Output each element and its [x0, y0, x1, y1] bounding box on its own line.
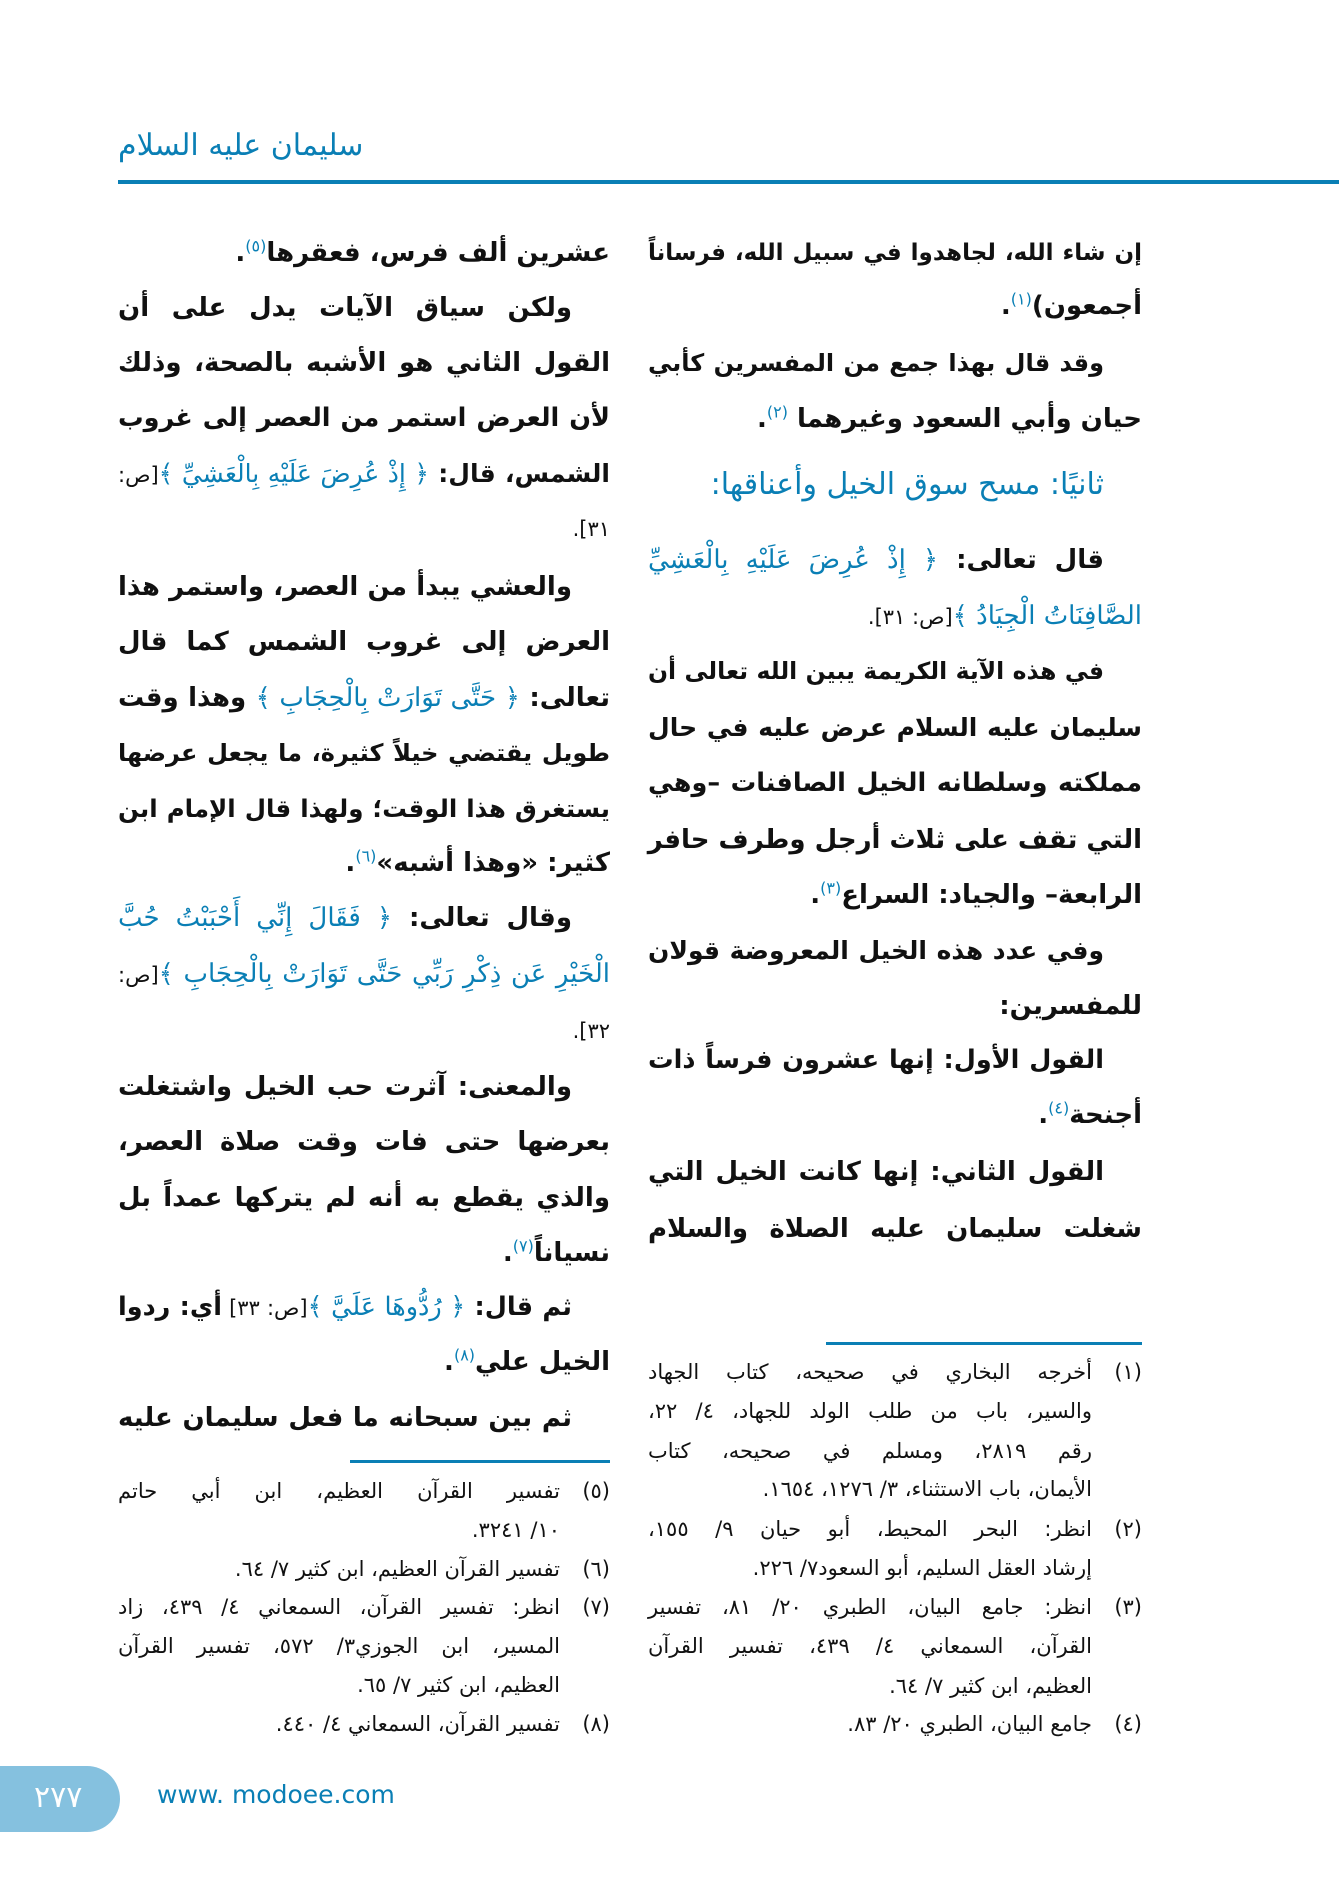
- footnote-marker[interactable]: (٦): [355, 846, 377, 866]
- footnote-text: أخرجه البخاري في صحيحه، كتاب الجهاد: [648, 1360, 1092, 1384]
- body-text: .: [1000, 291, 1011, 321]
- verse-reference: [ص: ٣١].: [867, 605, 953, 629]
- footnote-marker[interactable]: (٢): [766, 402, 788, 422]
- website-url: www. modoee.com: [157, 1780, 395, 1809]
- text-line: [118, 1228, 610, 1278]
- body-text: أي: ردوا: [118, 1292, 222, 1322]
- footnote-text: الأيمان، باب الاستثناء، ٣/ ١٢٧٦، ١٦٥٤.: [762, 1477, 1092, 1501]
- text-line: [118, 1117, 610, 1167]
- footnote-line: [118, 1512, 610, 1548]
- footnote-marker[interactable]: (٥): [245, 236, 267, 256]
- body-text: شغلت سليمان عليه الصلاة والسلام: [648, 1214, 1142, 1244]
- body-text: طويل يقتضي خيلاً كثيرة، ما يجعل عرضها: [118, 739, 610, 767]
- text-line: [118, 728, 610, 778]
- text-line: [648, 338, 1142, 388]
- footnote-line: [118, 1473, 610, 1509]
- body-text: يستغرق هذا الوقت؛ ولهذا قال الإمام ابن: [118, 794, 610, 823]
- quran-verse: ﴿ حَتَّى تَوَارَتْ بِالْحِجَابِ ﴾: [255, 683, 520, 713]
- quran-verse: ﴿ رُدُّوهَا عَلَيَّ ﴾: [307, 1292, 466, 1322]
- footnote-text: جامع البيان، الطبري ٢٠/ ٨٣.: [847, 1712, 1092, 1736]
- body-text: أجنحة: [1069, 1100, 1142, 1130]
- footnote-marker[interactable]: (٨): [453, 1345, 476, 1365]
- body-text: نسياناً: [533, 1238, 610, 1268]
- footnote-marker[interactable]: (٤): [1048, 1098, 1070, 1118]
- text-line: [648, 926, 1142, 976]
- body-text: القول الثاني هو الأشبه بالصحة، وذلك: [118, 348, 610, 378]
- body-text: والعشي يبدأ من العصر، واستمر هذا: [118, 572, 572, 602]
- footnote-text: رقم ٢٨١٩، ومسلم في صحيحه، كتاب: [648, 1439, 1092, 1463]
- footnote-text: العظيم، ابن كثير ٧/ ٦٤.: [889, 1674, 1092, 1698]
- body-text: القول الأول: إنها عشرون فرساً ذات: [648, 1045, 1104, 1075]
- verse-reference: [ص:: [118, 463, 159, 487]
- footnote-number: (٧): [582, 1595, 610, 1619]
- body-text: سليمان عليه السلام عرض عليه في حال: [648, 713, 1142, 742]
- footnote-marker[interactable]: (١): [1010, 289, 1032, 309]
- footnote-number: (٨): [582, 1712, 610, 1736]
- footnote-text: تفسير القرآن العظيم، ابن أبي حاتم: [118, 1479, 560, 1503]
- body-text: القول الثاني: إنها كانت الخيل التي: [648, 1157, 1104, 1187]
- text-line: [648, 703, 1142, 753]
- text-line: [118, 228, 610, 278]
- footnote-line: [118, 1589, 610, 1625]
- text-line: [648, 281, 1142, 331]
- quran-verse: الْخَيْرِ عَن ذِكْرِ رَبِّي حَتَّى تَوَارَتْ بِالْحِجَابِ ﴾: [158, 959, 610, 989]
- body-text: .: [345, 848, 356, 878]
- text-line: [648, 591, 1142, 641]
- text-line: [648, 981, 1142, 1031]
- text-line: [118, 503, 610, 553]
- text-line: [118, 1337, 610, 1387]
- footnote-line: [648, 1668, 1142, 1704]
- header-rule: [118, 180, 1339, 184]
- footnote-marker[interactable]: (٣): [820, 878, 842, 898]
- quran-verse: ﴿ إِذْ عُرِضَ عَلَيْهِ بِالْعَشِيِّ ﴾: [158, 459, 430, 488]
- footnote-line: [118, 1706, 610, 1742]
- footnote-line: [648, 1550, 1142, 1586]
- body-text: وقال تعالى:: [392, 903, 572, 933]
- quran-verse: ﴿ فَقَالَ إِنِّي أَحْبَبْتُ حُبَّ: [118, 903, 393, 933]
- footnote-line: [118, 1667, 610, 1703]
- text-line: [648, 870, 1142, 920]
- footnote-text: العظيم، ابن كثير ٧/ ٦٥.: [357, 1673, 560, 1697]
- body-text: في هذه الآية الكريمة يبين الله تعالى أن: [648, 657, 1104, 685]
- body-text: والذي يقطع به أنه لم يتركها عمداً بل: [118, 1183, 610, 1213]
- body-text: حيان وأبي السعود وغيرهما: [787, 404, 1142, 434]
- footnote-number: (٤): [1114, 1712, 1142, 1736]
- body-text: وهذا وقت: [118, 683, 256, 713]
- footnote-number: (٦): [582, 1557, 610, 1581]
- footnote-text: القرآن، السمعاني ٤/ ٤٣٩، تفسير القرآن: [648, 1634, 1092, 1658]
- body-text: الرابعة– والجياد: السراع: [841, 880, 1142, 910]
- footnote-line: [118, 1628, 610, 1664]
- footnote-number: (٢): [1114, 1517, 1142, 1541]
- text-line: [118, 449, 610, 499]
- footnote-line: [648, 1433, 1142, 1469]
- footnote-text: تفسير القرآن العظيم، ابن كثير ٧/ ٦٤.: [234, 1557, 560, 1581]
- body-text: لأن العرض استمر من العصر إلى غروب: [118, 403, 610, 433]
- text-line: [648, 758, 1142, 808]
- text-line: [118, 338, 610, 388]
- body-text: ثانيًا: مسح سوق الخيل وأعناقها:: [710, 467, 1104, 502]
- body-text: قال تعالى:: [938, 545, 1104, 575]
- footnote-number: (٣): [1114, 1595, 1142, 1619]
- verse-reference: ٣١].: [572, 517, 610, 541]
- body-text: والمعنى: آثرت حب الخيل واشتغلت: [118, 1072, 572, 1102]
- body-text: بعرضها حتى فات وقت صلاة العصر،: [118, 1127, 610, 1157]
- footnote-text: والسير، باب من طلب الولد للجهاد، ٤/ ٢٢،: [648, 1399, 1092, 1423]
- body-text: إن شاء الله، لجاهدوا في سبيل الله، فرساناً: [648, 240, 1142, 266]
- footnote-line: [648, 1628, 1142, 1664]
- verse-reference: ٣٢].: [572, 1019, 610, 1043]
- text-line: [118, 949, 610, 999]
- body-text: الشمس، قال:: [429, 459, 610, 488]
- body-text: للمفسرين:: [999, 991, 1142, 1021]
- footnote-rule-right: [826, 1342, 1142, 1345]
- page-number-badge: [0, 1766, 120, 1832]
- footnote-line: [648, 1393, 1142, 1429]
- text-line: [648, 1035, 1142, 1085]
- verse-reference: [ص: ٣٣]: [221, 1296, 308, 1320]
- body-text: .: [235, 238, 246, 268]
- body-text: أجمعون): [1031, 291, 1142, 321]
- footnote-text: انظر: البحر المحيط، أبو حيان ٩/ ١٥٥،: [648, 1517, 1092, 1541]
- body-text: عشرين ألف فرس، فعقرها: [266, 238, 610, 268]
- body-text: مملكته وسلطانه الخيل الصافنات –وهي: [648, 768, 1142, 798]
- body-text: وفي عدد هذه الخيل المعروضة قولان: [648, 936, 1104, 965]
- quran-verse: ﴿ إِذْ عُرِضَ عَلَيْهِ بِالْعَشِيِّ: [648, 545, 939, 575]
- footnote-line: [648, 1589, 1142, 1625]
- footnote-text: انظر: تفسير القرآن، السمعاني ٤/ ٤٣٩، زاد: [118, 1595, 561, 1619]
- body-text: كثير: «وهذا أشبه»: [376, 848, 610, 878]
- text-line: [648, 815, 1142, 865]
- text-line: [118, 283, 610, 333]
- text-line: [118, 1005, 610, 1055]
- body-text: الخيل علي: [475, 1347, 610, 1377]
- footnote-number: (١): [1114, 1360, 1142, 1384]
- body-text: التي تقف على ثلاث أرجل وطرف حافر: [647, 825, 1142, 855]
- footnote-line: [648, 1354, 1142, 1390]
- text-line: [118, 1173, 610, 1223]
- page-number: ٢٧٧: [34, 1780, 83, 1815]
- footnote-text: ١٠/ ٣٢٤١.: [471, 1518, 560, 1542]
- footnote-number: (٥): [582, 1479, 610, 1503]
- body-text: تعالى:: [519, 683, 610, 713]
- text-line: [118, 838, 610, 888]
- footnote-text: انظر: جامع البيان، الطبري ٢٠/ ٨١، تفسير: [648, 1595, 1092, 1619]
- verse-reference: [ص:: [118, 963, 159, 987]
- body-text: ثم قال:: [465, 1292, 572, 1322]
- text-line: [648, 535, 1142, 585]
- text-line: [648, 1204, 1142, 1254]
- footnote-text: تفسير القرآن، السمعاني ٤/ ٤٤٠.: [275, 1712, 560, 1736]
- text-line: [118, 1062, 610, 1112]
- body-text: ثم بين سبحانه ما فعل سليمان عليه: [118, 1403, 572, 1433]
- quran-verse: الصَّافِنَاتُ الْجِيَادُ ﴾: [952, 601, 1142, 631]
- text-line: [118, 1393, 610, 1443]
- text-line: [118, 617, 610, 667]
- text-line: [648, 1147, 1142, 1197]
- footnote-line: [648, 1511, 1142, 1547]
- text-line: [118, 784, 610, 834]
- body-text: .: [756, 404, 767, 434]
- body-text: .: [1038, 1100, 1049, 1130]
- text-line: [118, 673, 610, 723]
- text-line: [118, 1282, 610, 1332]
- running-header-title: سليمان عليه السلام: [118, 128, 364, 163]
- text-line: [118, 562, 610, 612]
- text-line: [118, 893, 610, 943]
- body-text: .: [810, 880, 821, 910]
- footnote-text: إرشاد العقل السليم، أبو السعود٧/ ٢٢٦.: [752, 1556, 1092, 1580]
- body-text: ولكن سياق الآيات يدل على أن: [118, 293, 572, 323]
- footnote-line: [648, 1471, 1142, 1507]
- body-text: .: [502, 1238, 513, 1268]
- text-line: [648, 1090, 1142, 1140]
- text-line: [648, 646, 1142, 696]
- section-heading: [648, 460, 1142, 510]
- text-line: [118, 393, 610, 443]
- body-text: .: [444, 1347, 454, 1377]
- footnote-line: [118, 1551, 610, 1587]
- body-text: وقد قال بهذا جمع من المفسرين كأبي: [648, 349, 1104, 377]
- text-line: [648, 228, 1142, 278]
- footnote-text: المسير، ابن الجوزي٣/ ٥٧٢، تفسير القرآن: [118, 1634, 560, 1658]
- body-text: العرض إلى غروب الشمس كما قال: [118, 627, 610, 657]
- footnote-line: [648, 1706, 1142, 1742]
- footnote-rule-left: [350, 1460, 610, 1463]
- text-line: [648, 394, 1142, 444]
- footnote-marker[interactable]: (٧): [512, 1236, 534, 1256]
